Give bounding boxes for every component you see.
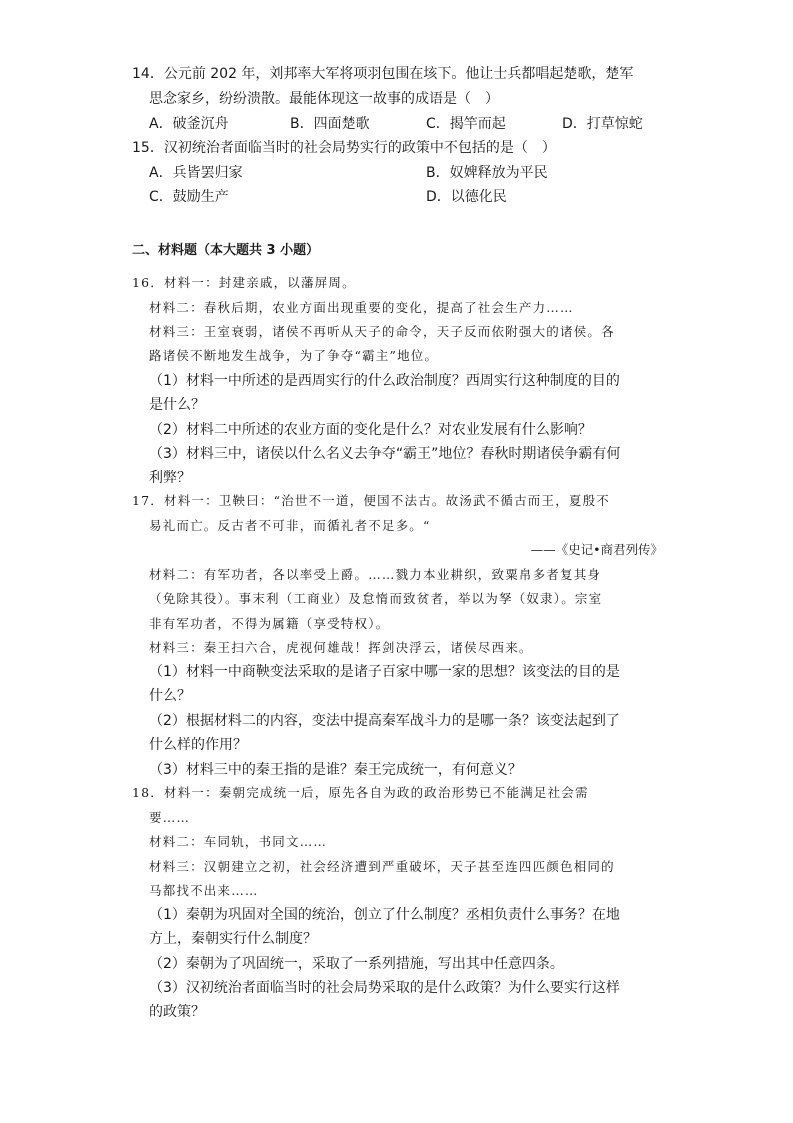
q14-stem-line2: 思念家乡，纷纷溃散。最能体现这一故事的成语是（ ） bbox=[149, 91, 499, 107]
q16-subq3-line2: 利弊？ bbox=[149, 470, 191, 486]
q16-material-3-line2: 路诸侯不断地发生战争，为了争夺“霸主”地位。 bbox=[149, 348, 439, 363]
q17-material-2-line3: 非有军功者，不得为属籍（享受特权）。 bbox=[149, 616, 390, 631]
q18-material-3-line1: 材料三：汉朝建立之初，社会经济遭到严重破坏，天子甚至连四匹颜色相同的 bbox=[149, 859, 615, 874]
q14-stem-line1: 14．公元前 202 年，刘邦率大军将项羽包围在垓下。他让士兵都唱起楚歌，楚军 bbox=[132, 66, 634, 82]
q15-option-a: A．兵皆罢归家 bbox=[149, 165, 243, 181]
q16-subq3-line1: （3）材料三中，诸侯以什么名义去争夺“霸王”地位？春秋时期诸侯争霸有何 bbox=[149, 446, 621, 462]
q18-material-1-line2: 要…… bbox=[149, 810, 191, 825]
q14-option-a: A．破釜沉舟 bbox=[149, 116, 229, 132]
q15-option-c: C．鼓励生产 bbox=[149, 189, 229, 205]
q17-material-1-line2: 易礼而亡。反古者不可非，而循礼者不足多。“ bbox=[149, 518, 431, 533]
section-title: 二、材料题（本大题共 3 小题） bbox=[132, 243, 320, 258]
q17-subq2-line1: （2）根据材料二的内容，变法中提高秦军战斗力的是哪一条？该变法起到了 bbox=[149, 713, 620, 729]
q17-material-2-line1: 材料二：有军功者，各以率受上爵。……戮力本业耕织，致粟帛多者复其身 bbox=[149, 567, 602, 582]
q16-subq2: （2）材料二中所述的农业方面的变化是什么？对农业发展有什么影响？ bbox=[149, 422, 592, 438]
q17-subq1-line1: （1）材料一中商鞅变法采取的是诸子百家中哪一家的思想？该变法的目的是 bbox=[149, 664, 620, 680]
q18-subq3-line2: 的政策？ bbox=[149, 1004, 205, 1020]
q14-option-b: B．四面楚歌 bbox=[290, 116, 370, 132]
q16-subq1-line1: （1）材料一中所述的是西周实行的什么政治制度？西周实行这种制度的目的 bbox=[149, 373, 620, 389]
q18-subq1-line1: （1）秦朝为巩固对全国的统治，创立了什么制度？丞相负责什么事务？在地 bbox=[149, 907, 620, 923]
q18-material-1-line1: 18．材料一：秦朝完成统一后，原先各自为政的政治形势已不能满足社会需 bbox=[132, 785, 589, 800]
q16-material-1: 16．材料一：封建亲戚，以藩屏周。 bbox=[132, 275, 356, 290]
q16-material-2: 材料二：春秋后期，农业方面出现重要的变化，提高了社会生产力…… bbox=[149, 300, 574, 315]
q15-option-d: D．以德化民 bbox=[426, 189, 507, 205]
q18-subq1-line2: 方上，秦朝实行什么制度？ bbox=[149, 931, 317, 947]
q17-subq3: （3）材料三中的秦王指的是谁？秦王完成统一，有何意义？ bbox=[149, 762, 522, 778]
q17-material-1-line1: 17．材料一：卫鞅曰：“治世不一道，便国不法古。故汤武不循古而王，夏殷不 bbox=[132, 493, 610, 508]
q16-material-3-line1: 材料三：王室衰弱，诸侯不再听从天子的命令，天子反而依附强大的诸侯。各 bbox=[149, 324, 615, 339]
q14-option-c: C．揭竿而起 bbox=[426, 116, 506, 132]
q16-subq1-line2: 是什么？ bbox=[149, 397, 205, 413]
q17-material-2-line2: （免除其役）。事末利（工商业）及怠惰而致贫者，举以为孥（奴隶）。宗室 bbox=[149, 591, 603, 606]
q17-subq2-line2: 什么样的作用？ bbox=[149, 737, 247, 753]
q17-source: ——《史记•商君列传》 bbox=[530, 542, 663, 557]
q17-material-3: 材料三：秦王扫六合，虎视何雄哉！挥剑决浮云，诸侯尽西来。 bbox=[149, 640, 533, 655]
q14-option-d: D．打草惊蛇 bbox=[562, 116, 643, 132]
q18-material-3-line2: 马都找不出来…… bbox=[149, 883, 259, 898]
q15-option-b: B．奴婢释放为平民 bbox=[426, 165, 548, 181]
q18-subq2: （2）秦朝为了巩固统一，采取了一系列措施，写出其中任意四条。 bbox=[149, 956, 564, 972]
q17-subq1-line2: 什么？ bbox=[149, 688, 191, 704]
q15-stem: 15．汉初统治者面临当时的社会局势实行的政策中不包括的是（ ） bbox=[132, 140, 556, 156]
q18-subq3-line1: （3）汉初统治者面临当时的社会局势采取的是什么政策？为什么要实行这样 bbox=[149, 980, 620, 996]
q18-material-2: 材料二：车同轨，书同文…… bbox=[149, 834, 328, 849]
